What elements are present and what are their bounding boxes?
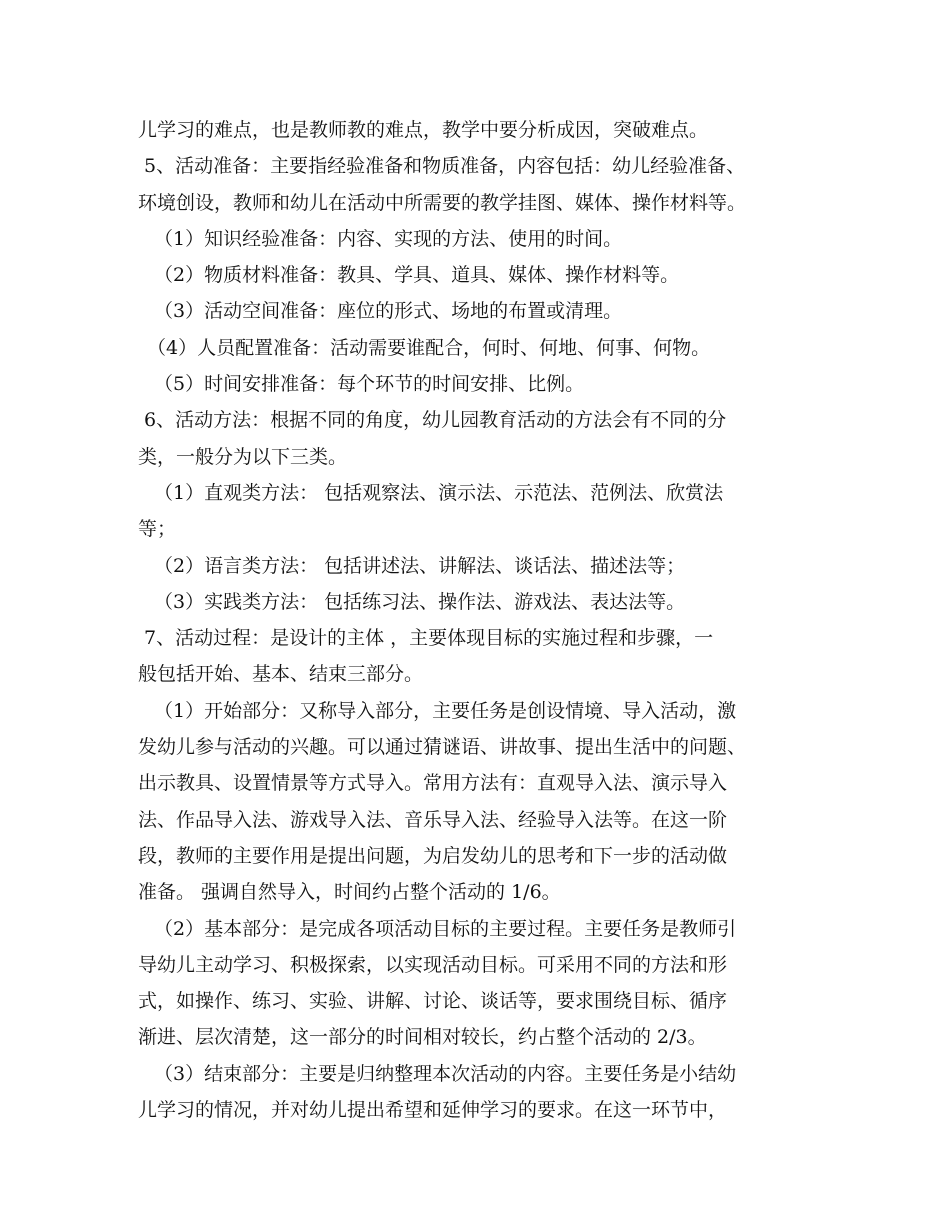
- text-line: （1）直观类方法： 包括观察法、演示法、示范法、范例法、欣赏法: [154, 481, 724, 504]
- text-line: （3）实践类方法： 包括练习法、操作法、游戏法、表达法等。: [154, 590, 686, 613]
- body-text: [138, 112, 818, 1128]
- text-line: （3）活动空间准备：座位的形式、场地的布置或清理。: [154, 300, 623, 323]
- text-line: （3）结束部分：主要是归纳整理本次活动的内容。主要任务是小结幼: [154, 1062, 737, 1085]
- text-line: 式，如操作、练习、实验、讲解、讨论、谈话等，要求围绕目标、循序: [138, 990, 728, 1013]
- text-line: （5）时间安排准备：每个环节的时间安排、比例。: [154, 373, 585, 396]
- text-line: （1）知识经验准备：内容、实现的方法、使用的时间。: [154, 227, 623, 250]
- text-line: 儿学习的情况，并对幼儿提出希望和延伸学习的要求。在这一环节中，: [138, 1099, 728, 1122]
- text-line: （2）物质材料准备：教具、学具、道具、媒体、操作材料等。: [154, 264, 680, 287]
- text-line: （4）人员配置准备：活动需要谁配合，何时、何地、何事、何物。: [147, 336, 711, 359]
- text-line: 段，教师的主要作用是提出问题，为启发幼儿的思考和下一步的活动做: [138, 844, 728, 867]
- text-line: 6、活动方法：根据不同的角度，幼儿园教育活动的方法会有不同的分: [144, 409, 727, 432]
- text-line: 渐进、层次清楚，这一部分的时间相对较长，约占整个活动的 2/3。: [138, 1026, 707, 1049]
- text-line: 准备。 强调自然导入，时间约占整个活动的 1/6。: [138, 881, 561, 904]
- text-line: 发幼儿参与活动的兴趣。可以通过猜谜语、讲故事、提出生活中的问题、: [138, 736, 747, 759]
- text-line: 出示教具、设置情景等方式导入。常用方法有：直观导入法、演示导入: [138, 772, 728, 795]
- text-line: 导幼儿主动学习、积极探索，以实现活动目标。可采用不同的方法和形: [138, 953, 728, 976]
- text-line: 等；: [138, 518, 177, 541]
- text-line: 法、作品导入法、游戏导入法、音乐导入法、经验导入法等。在这一阶: [138, 808, 728, 831]
- text-line: 环境创设，教师和幼儿在活动中所需要的教学挂图、媒体、操作材料等。: [138, 191, 747, 214]
- text-line: 5、活动准备：主要指经验准备和物质准备，内容包括：幼儿经验准备、: [144, 155, 746, 178]
- text-line: （1）开始部分：又称导入部分，主要任务是创设情境、导入活动，激: [154, 699, 737, 722]
- text-line: 般包括开始、基本、结束三部分。: [138, 663, 424, 686]
- text-line: 7、活动过程：是设计的主体 ，主要体现目标的实施过程和步骤，一: [144, 627, 714, 650]
- text-line: （2）语言类方法： 包括讲述法、讲解法、谈话法、描述法等；: [154, 554, 686, 577]
- text-line: 儿学习的难点，也是教师教的难点，教学中要分析成因，突破难点。: [138, 119, 709, 141]
- text-line: （2）基本部分：是完成各项活动目标的主要过程。主要任务是教师引: [154, 917, 737, 940]
- text-line: 类，一般分为以下三类。: [138, 445, 348, 468]
